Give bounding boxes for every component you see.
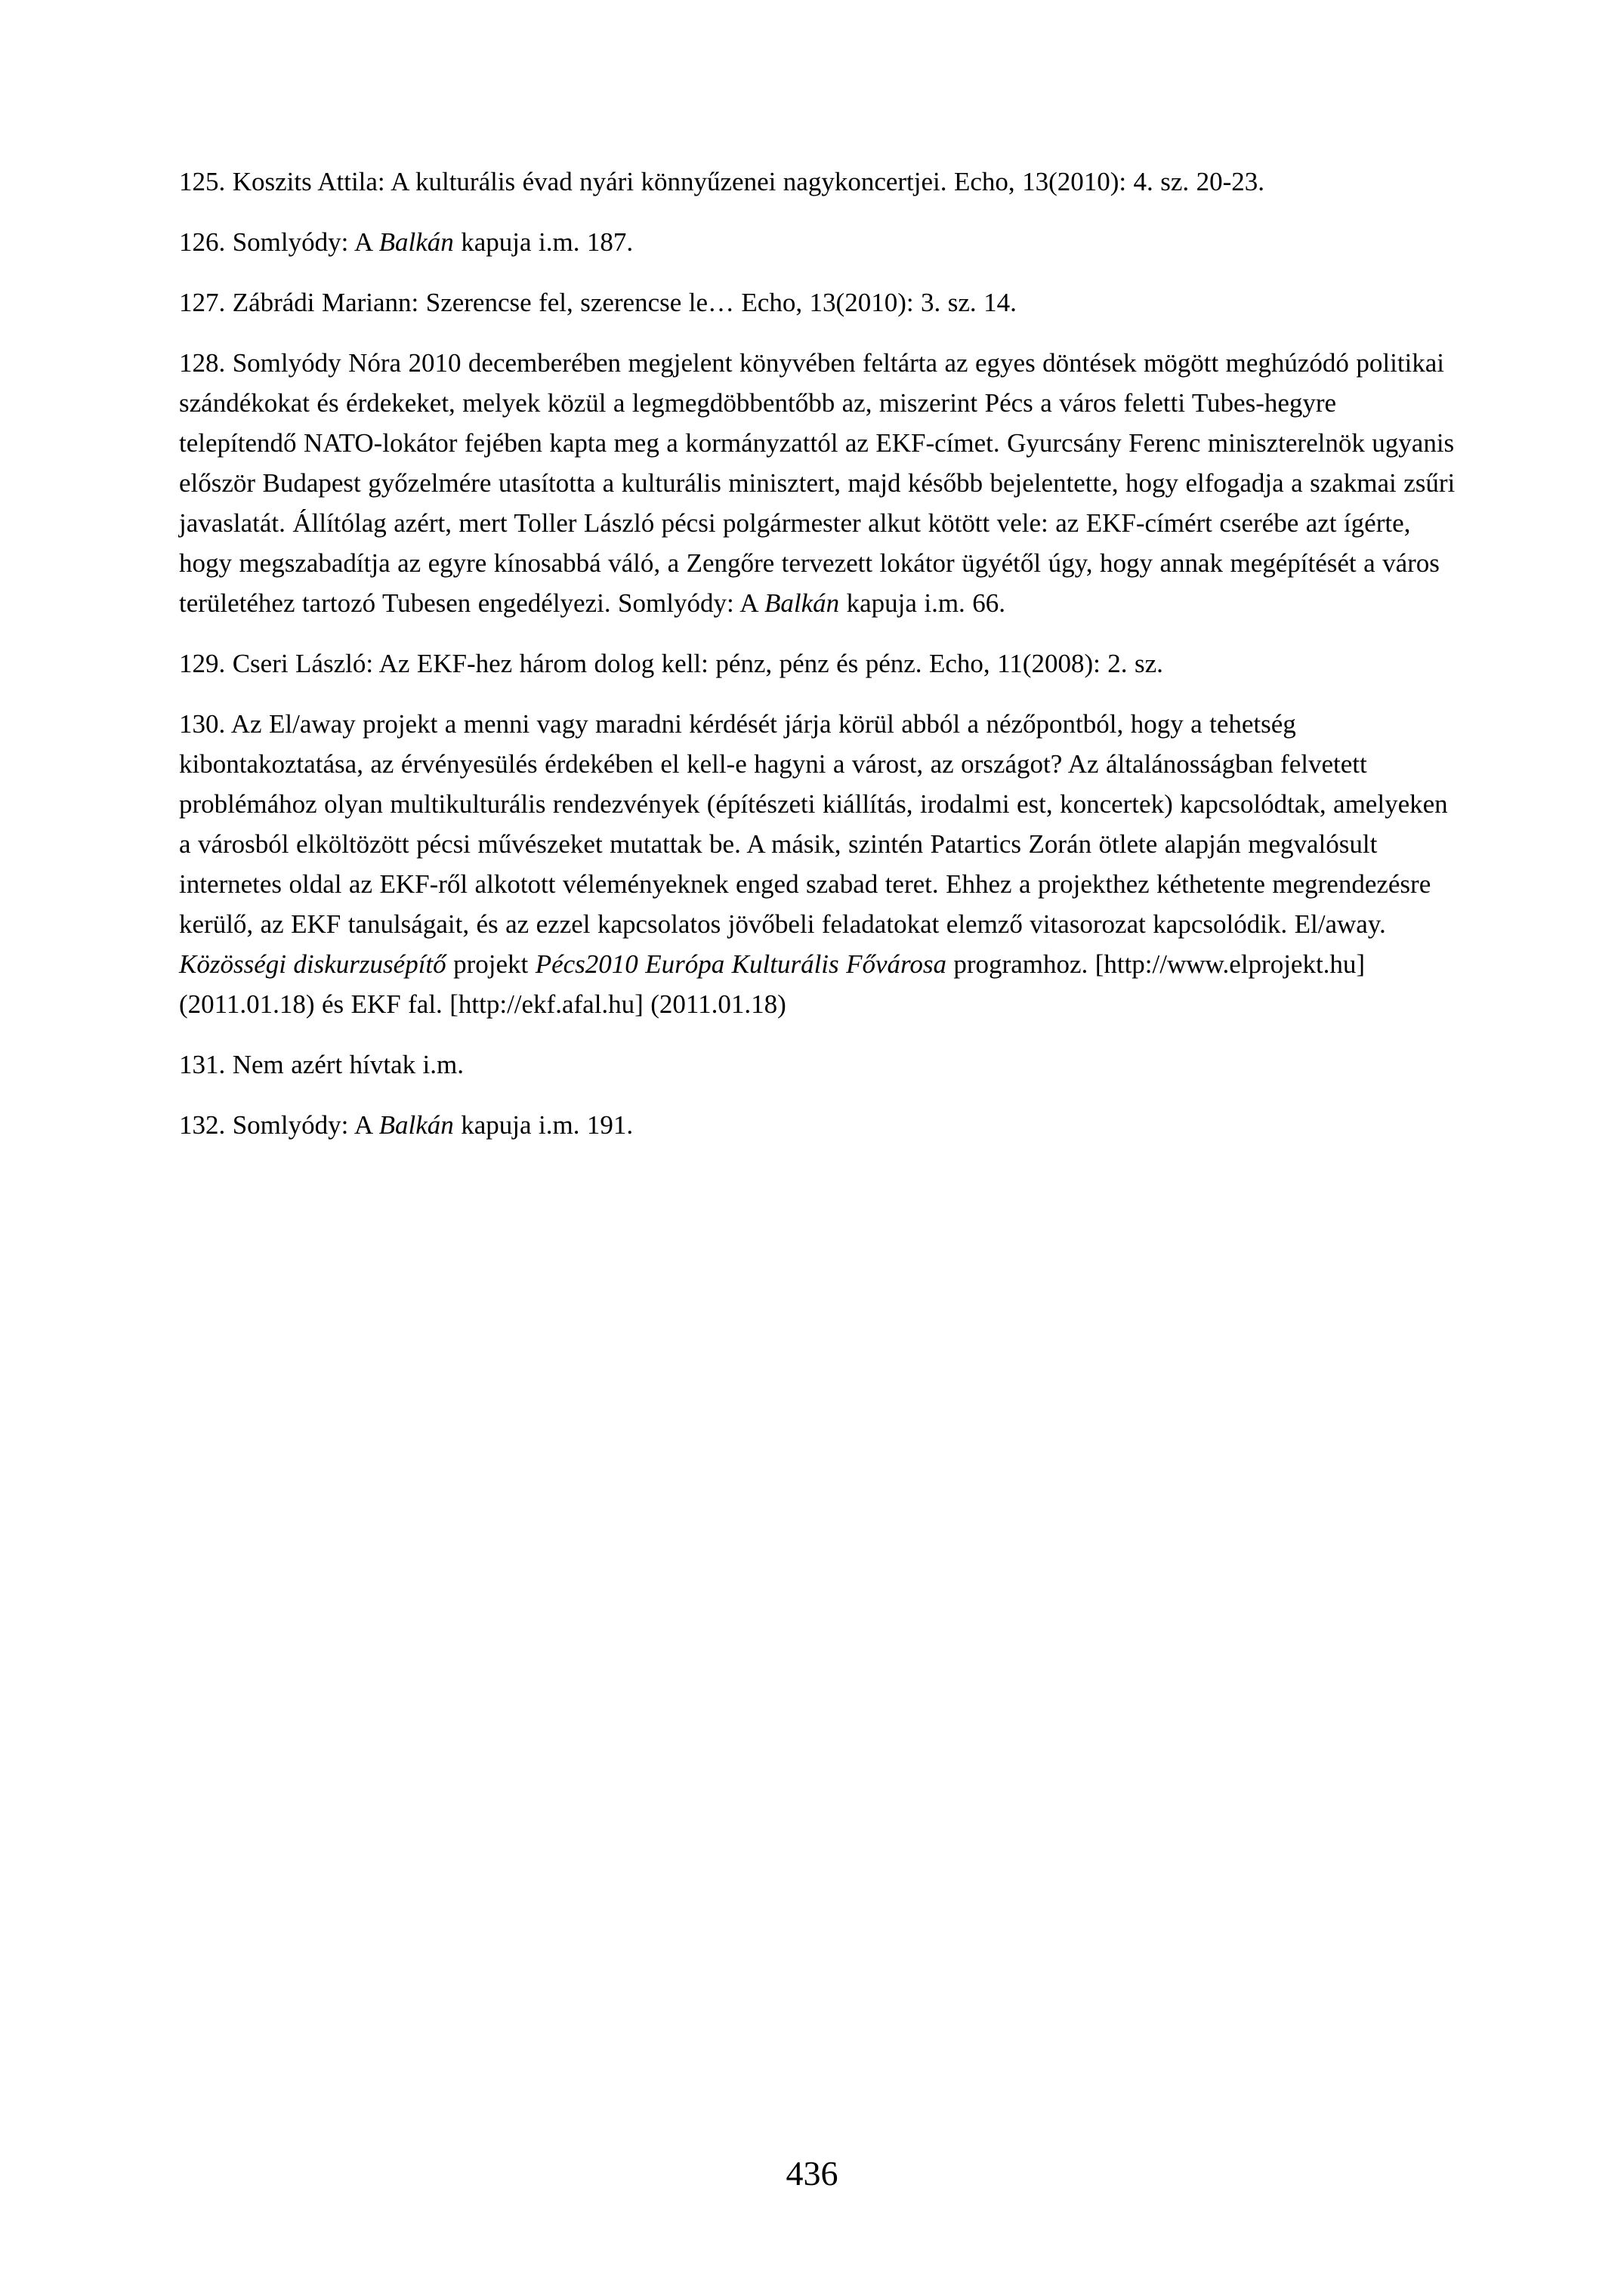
notes-list	[179, 162, 1458, 1165]
note-number: 125.	[179, 167, 233, 196]
note-text-italic: Balkán	[378, 1110, 454, 1140]
footnote-128	[179, 343, 1458, 623]
note-text: kapuja i.m. 191.	[453, 1110, 634, 1140]
footnote-132	[179, 1105, 1458, 1145]
note-text: programhoz. [http://www.elprojekt.hu] (2011.01.18) és EKF fal. [http://ekf.afal.hu] (2011.01.18)	[179, 949, 1366, 1019]
footnote-131	[179, 1045, 1458, 1085]
note-text: kapuja i.m. 66.	[839, 588, 1005, 618]
footnote-125	[179, 162, 1458, 202]
note-number: 129.	[179, 649, 233, 678]
note-text-italic: Balkán	[764, 588, 840, 618]
note-number: 132.	[179, 1110, 233, 1140]
note-text-italic: Közösségi diskurzusépítő	[179, 949, 446, 979]
note-text: Cseri László: Az EKF-hez három dolog kell: pénz, pénz és pénz. Echo, 11(2008): 2. sz.	[232, 649, 1163, 678]
footnote-127	[179, 282, 1458, 323]
note-text: Az El/away projekt a menni vagy maradni kérdését járja körül abból a nézőpontból, hogy a tehetség kibontakoztatása, az érvényesülés érdekében el kell-e hagyni a várost, az országot? Az általánosságban felvetett problémához olyan multikulturális rendezvények (építészeti kiállítás, irodalmi est, koncertek) kapcsolódtak, amelyeken a városból elköltözött pécsi művészeket mutattak be. A másik, szintén Patartics Zorán ötlete alapján megvalósult internetes oldal az EKF-ről alkotott véleményeknek enged szabad teret. Ehhez a projekthez kéthetente megrendezésre kerülő, az EKF tanulságait, és az ezzel kapcsolatos jövőbeli feladatokat elemző vitasorozat kapcsolódik. El/away.	[179, 709, 1448, 939]
page-number: 436	[786, 2154, 838, 2193]
note-text-italic: Pécs2010 Európa Kulturális Fővárosa	[535, 949, 946, 979]
note-number: 130.	[179, 709, 231, 739]
note-text-italic: Balkán	[378, 227, 454, 257]
note-text: Nem azért hívtak i.m.	[232, 1050, 465, 1079]
note-number: 131.	[179, 1050, 233, 1079]
note-text: kapuja i.m. 187.	[453, 227, 634, 257]
note-text: Somlyódy Nóra 2010 decemberében megjelent könyvében feltárta az egyes döntések mögött meghúzódó politikai szándékokat és érdekeket, melyek közül a legmegdöbbentőbb az, miszerint Pécs a város feletti Tubes-hegyre telepítendő NATO-lokátor fejében kapta meg a kormányzattól az EKF-címet. Gyurcsány Ferenc miniszterelnök ugyanis először Budapest győzelmére utasította a kulturális minisztert, majd később bejelentette, hogy elfogadja a szakmai zsűri javaslatát. Állítólag azért, mert Toller László pécsi polgármester alkut kötött vele: az EKF-címért cserébe azt ígérte, hogy megszabadítja az egyre kínosabbá váló, a Zengőre tervezett lokátor ügyétől úgy, hogy annak megépítését a város területéhez tartozó Tubesen engedélyezi. Somlyódy: A	[179, 348, 1456, 618]
note-number: 128.	[179, 348, 233, 378]
note-number: 126.	[179, 227, 233, 257]
note-text: Zábrádi Mariann: Szerencse fel, szerencse le… Echo, 13(2010): 3. sz. 14.	[232, 288, 1017, 317]
note-text: Somlyódy: A	[232, 227, 379, 257]
note-text: Somlyódy: A	[232, 1110, 379, 1140]
note-text: projekt	[446, 949, 536, 979]
footnote-130	[179, 704, 1458, 1024]
footnote-129	[179, 643, 1458, 684]
footnote-126	[179, 222, 1458, 262]
note-number: 127.	[179, 288, 233, 317]
note-text: Koszits Attila: A kulturális évad nyári könnyűzenei nagykoncertjei. Echo, 13(2010): 4. sz. 20-23.	[232, 167, 1265, 196]
